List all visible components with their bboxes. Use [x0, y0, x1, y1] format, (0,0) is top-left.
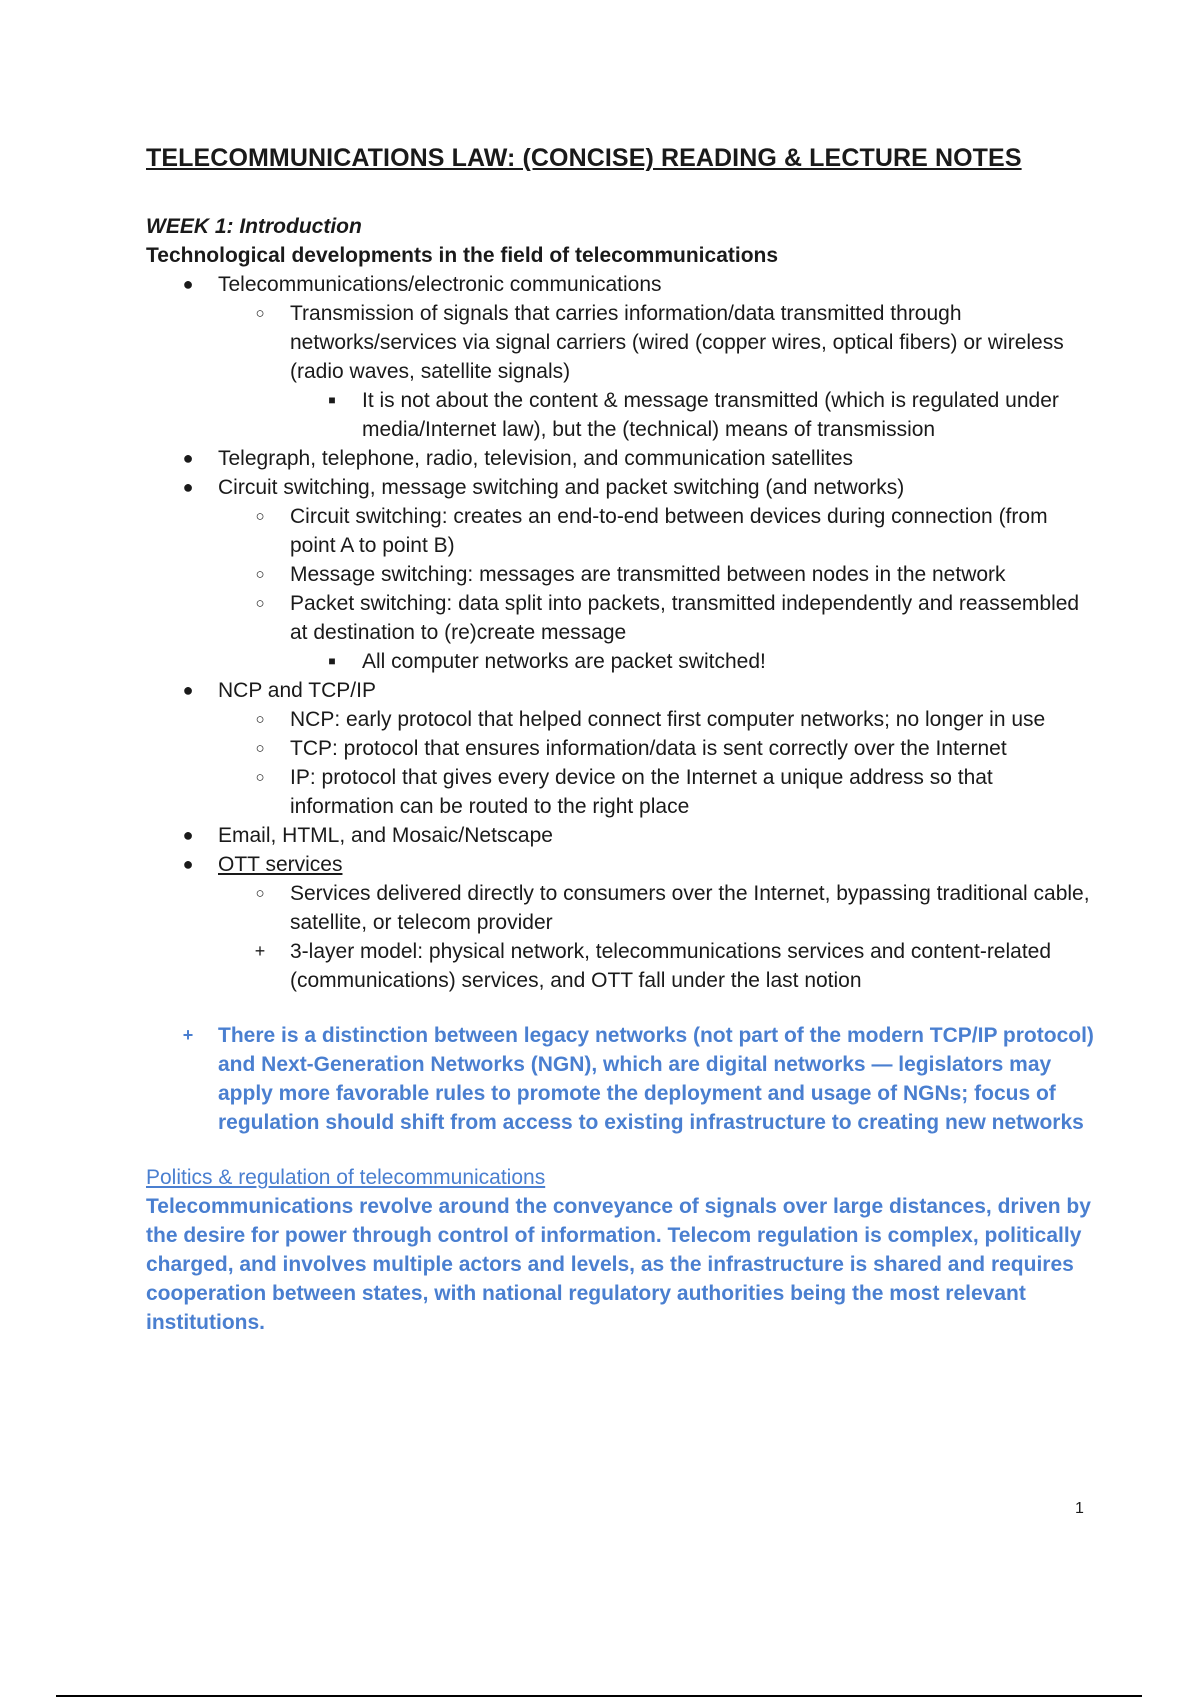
politics-text: Telecommunications revolve around the conveyance of signals over large distances, driven by the desire for power through control of information. Telecom regulation is complex, politically charged, and involves multiple actors and levels, as the infrastructure is shared and requires cooperation between states, with national regulatory authorities being the most relevant institutions. — [146, 1195, 1091, 1334]
disc-bullet-icon: ● — [182, 825, 194, 845]
list-item — [146, 676, 1096, 705]
list-item — [146, 1021, 1096, 1137]
list-item-text: TCP: protocol that ensures information/data is sent correctly over the Internet — [290, 737, 1007, 760]
page-bottom-divider — [56, 1695, 1142, 1697]
circle-bullet-icon: ○ — [255, 885, 265, 902]
circle-bullet-icon: ○ — [255, 740, 265, 757]
list-item-text: NCP and TCP/IP — [218, 679, 376, 702]
list-item — [146, 386, 1096, 444]
circle-bullet-icon: ○ — [255, 305, 265, 322]
list-item — [146, 560, 1096, 589]
list-item — [146, 879, 1096, 937]
list-item — [146, 821, 1096, 850]
list-item-text: Message switching: messages are transmitted between nodes in the network — [290, 563, 1006, 586]
list-item — [146, 299, 1096, 386]
list-item — [146, 502, 1096, 560]
circle-bullet-icon: ○ — [255, 769, 265, 786]
page-number: 1 — [1075, 1500, 1084, 1517]
list-item-text: Transmission of signals that carries information/data transmitted through networks/services via signal carriers (wired (copper wires, optical fibers) or wireless (radio waves, satellite signals) — [290, 302, 1064, 383]
list-item-text: All computer networks are packet switched! — [362, 650, 766, 673]
circle-bullet-icon: ○ — [255, 508, 265, 525]
document-body — [146, 212, 1096, 1337]
circle-bullet-icon: ○ — [255, 595, 265, 612]
disc-bullet-icon: ● — [182, 274, 194, 294]
square-bullet-icon: ■ — [328, 654, 336, 668]
list-item — [146, 850, 1096, 879]
list-item — [146, 705, 1096, 734]
plus-bullet-icon: + — [254, 941, 266, 961]
list-item-text: OTT services — [218, 853, 343, 876]
politics-heading: Politics & regulation of telecommunications — [146, 1166, 546, 1189]
list-item-text: Packet switching: data split into packets, transmitted independently and reassembled at destination to (re)create message — [290, 592, 1080, 644]
list-item — [146, 734, 1096, 763]
list-item-text: Email, HTML, and Mosaic/Netscape — [218, 824, 553, 847]
politics-section — [146, 1163, 1096, 1337]
list-item-text: Services delivered directly to consumers over the Internet, bypassing traditional cable, satellite, or telecom provider — [290, 882, 1090, 934]
list-item — [146, 270, 1096, 299]
list-item-text: IP: protocol that gives every device on the Internet a unique address so that information can be routed to the right place — [290, 766, 993, 818]
plus-bullet-icon: + — [182, 1025, 194, 1045]
disc-bullet-icon: ● — [182, 448, 194, 468]
list-item-text: Circuit switching, message switching and packet switching (and networks) — [218, 476, 905, 499]
section-heading: Technological developments in the field of telecommunications — [146, 244, 779, 267]
list-item-text: NCP: early protocol that helped connect first computer networks; no longer in use — [290, 708, 1046, 731]
disc-bullet-icon: ● — [182, 477, 194, 497]
list-item — [146, 473, 1096, 502]
list-item — [146, 444, 1096, 473]
square-bullet-icon: ■ — [328, 393, 336, 407]
circle-bullet-icon: ○ — [255, 711, 265, 728]
note-text: There is a distinction between legacy networks (not part of the modern TCP/IP protocol) and Next-Generation Networks (NGN), which are digital networks — legislators may apply more favorable rules to promote the deployment and usage of NGNs; focus of regulation should shift from access to existing infrastructure to creating new networks — [218, 1024, 1094, 1134]
list-item-text: Circuit switching: creates an end-to-end between devices during connection (from point A to point B) — [290, 505, 1048, 557]
week-heading: WEEK 1: Introduction — [146, 215, 362, 238]
bullet-list — [146, 270, 1096, 995]
disc-bullet-icon: ● — [182, 680, 194, 700]
disc-bullet-icon: ● — [182, 854, 194, 874]
list-item-text: Telegraph, telephone, radio, television, and communication satellites — [218, 447, 854, 470]
list-item — [146, 937, 1096, 995]
list-item-text: 3-layer model: physical network, telecommunications services and content-related (communications) services, and OTT fall under the last notion — [290, 940, 1052, 992]
ngn-note — [146, 1021, 1096, 1137]
list-item-text: It is not about the content & message transmitted (which is regulated under media/Internet law), but the (technical) means of transmission — [362, 389, 1059, 441]
circle-bullet-icon: ○ — [255, 566, 265, 583]
list-item — [146, 589, 1096, 647]
list-item-text: Telecommunications/electronic communications — [218, 273, 662, 296]
list-item — [146, 763, 1096, 821]
list-item — [146, 647, 1096, 676]
document-title: TELECOMMUNICATIONS LAW: (CONCISE) READING & LECTURE NOTES — [146, 144, 1022, 172]
